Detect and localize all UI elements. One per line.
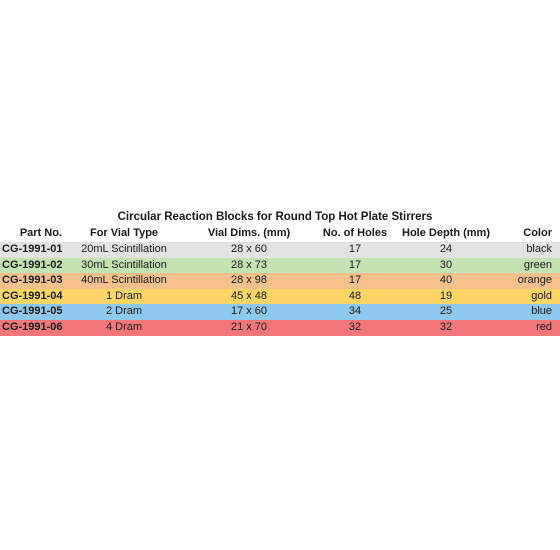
cell-hole-depth: 32	[439, 320, 453, 333]
cell-no-of-holes: 34	[348, 305, 362, 318]
cell-hole-depth: 40	[439, 274, 453, 287]
cell-vial-dims: 28 x 60	[230, 243, 268, 255]
cell-color: orange	[517, 274, 552, 287]
cell-vial-dims: 45 x 48	[230, 289, 268, 302]
header-vial-dims: Vial Dims. (mm)	[184, 225, 314, 242]
cell-part-no: CG-1991-02	[2, 258, 63, 271]
cell-color: black	[526, 243, 552, 255]
cell-hole-depth: 30	[439, 258, 453, 271]
cell-no-of-holes: 32	[348, 320, 362, 333]
cell-vial-dims: 28 x 98	[230, 274, 268, 287]
cell-vial-dims: 28 x 73	[230, 258, 268, 271]
table-row	[0, 273, 560, 289]
cell-part-no: CG-1991-03	[2, 274, 63, 287]
spec-sheet	[0, 209, 550, 336]
cell-no-of-holes: 17	[348, 243, 362, 255]
cell-no-of-holes: 17	[348, 274, 362, 287]
table-row	[0, 304, 560, 320]
cell-part-no: CG-1991-04	[2, 289, 63, 302]
cell-vial-type: 4 Dram	[105, 320, 143, 333]
table-row	[0, 242, 560, 258]
table-title: Circular Reaction Blocks for Round Top Hot Plate Stirrers	[117, 211, 433, 223]
header-hole-depth: Hole Depth (mm)	[396, 225, 496, 242]
cell-part-no: CG-1991-01	[2, 243, 63, 255]
table-row	[0, 258, 560, 274]
cell-vial-type: 2 Dram	[105, 305, 143, 318]
header-color: Color	[496, 225, 560, 242]
cell-vial-type: 20mL Scintillation	[81, 243, 167, 255]
cell-color: gold	[531, 289, 552, 302]
header-vial-type: For Vial Type	[64, 225, 184, 242]
cell-part-no: CG-1991-05	[2, 305, 63, 318]
cell-vial-dims: 21 x 70	[230, 320, 268, 333]
reaction-blocks-table	[0, 225, 560, 336]
table-row	[0, 320, 560, 336]
cell-vial-dims: 17 x 60	[230, 305, 268, 318]
cell-color: red	[536, 320, 552, 333]
cell-vial-type: 1 Dram	[105, 289, 143, 302]
table-row	[0, 289, 560, 305]
cell-no-of-holes: 48	[348, 289, 362, 302]
cell-hole-depth: 19	[439, 289, 453, 302]
header-part-no: Part No.	[0, 225, 64, 242]
cell-color: blue	[531, 305, 552, 318]
header-no-of-holes: No. of Holes	[314, 225, 396, 242]
cell-color: green	[523, 258, 552, 271]
cell-vial-type: 40mL Scintillation	[81, 274, 167, 287]
cell-part-no: CG-1991-06	[2, 320, 63, 333]
cell-vial-type: 30mL Scintillation	[81, 258, 167, 271]
cell-hole-depth: 25	[439, 305, 453, 318]
cell-hole-depth: 24	[439, 243, 453, 255]
header-row	[0, 225, 560, 242]
cell-no-of-holes: 17	[348, 258, 362, 271]
